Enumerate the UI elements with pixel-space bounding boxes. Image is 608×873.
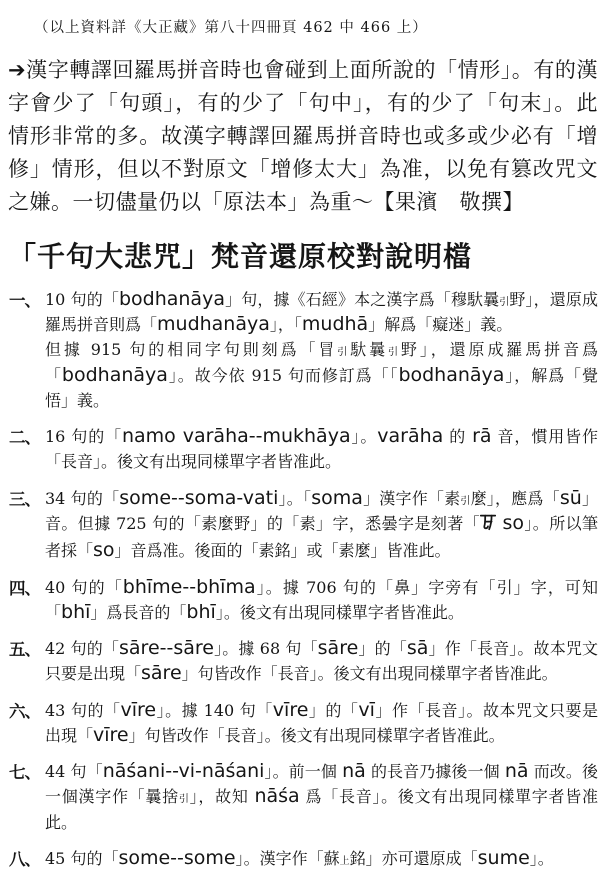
sanskrit-term: bhīme--bhīma <box>122 575 256 598</box>
sanskrit-term: mudhanāya <box>157 313 270 336</box>
text-run: 」作「長音」。故本咒文只要是出現「 <box>45 639 598 684</box>
text-run: 」。漢字作「蘇 <box>235 848 340 868</box>
siddham-so-glyph <box>480 513 496 538</box>
arrow-icon: ➔ <box>8 58 27 82</box>
sanskrit-term: vīre <box>272 698 309 721</box>
text-run: 16 句的「 <box>45 427 122 447</box>
text-run: 」作「長音」。故本咒文只要是出現「 <box>45 700 598 745</box>
text-run: 」。據 140 句「 <box>156 700 273 720</box>
sanskrit-term: vīre <box>93 723 129 746</box>
text-run: 」解爲「癡迷」義。 <box>368 315 513 335</box>
text-run: 」。據 68 句「 <box>213 639 318 659</box>
item-number: 三、 <box>9 489 40 509</box>
sanskrit-term: sū <box>559 486 582 509</box>
text-run: 而改。後一個漢字作「曩捨 <box>45 762 598 807</box>
text-run: 」。後文有出現同樣單字者皆准此。 <box>215 602 464 622</box>
sanskrit-term: sāre <box>141 662 182 685</box>
text-run: 44 句「 <box>45 762 103 782</box>
text-run: 」的「 <box>358 639 407 659</box>
text-run: 」，解爲「覺悟」義。 <box>45 365 598 410</box>
text-run: 」。據 706 句的「鼻」字旁有「引」字，可知「 <box>45 577 598 622</box>
sanskrit-term: some--soma-vati <box>119 486 279 509</box>
sanskrit-term: sume <box>477 846 530 869</box>
sanskrit-term: nāśani--vi-nāśani <box>102 760 265 783</box>
sanskrit-term: rā <box>472 425 492 448</box>
sanskrit-term: sā <box>406 637 429 660</box>
intro-text: 漢字轉譯回羅馬拼音時也會碰到上面所說的「情形」。有的漢字會少了「句頭」，有的少了「句中」，有的少了「句末」。此情形非常的多。故漢字轉譯回羅馬拼音時也或多或少必有「增修」情形，但以不對原文「增修太大」為准，以免有篡改咒文之嫌。一切儘量仍以「原法本」為重～【果濱 敬撰】 <box>8 58 598 214</box>
text-run: 10 句的「 <box>45 289 119 309</box>
sanskrit-term: bhī <box>61 600 91 623</box>
text-run: 」。所以筆者採「 <box>45 513 598 561</box>
sanskrit-term: so <box>93 539 115 562</box>
item-text <box>45 698 598 746</box>
list-item <box>8 424 598 475</box>
sanskrit-term: nā <box>342 760 366 783</box>
text-run: 但據 915 句的相同字句則刻爲「冒 <box>45 340 338 360</box>
item-text <box>45 575 598 623</box>
source-reference-note: （以上資料詳《大正藏》第八十四冊頁 462 中 466 上） <box>34 20 428 36</box>
text-run: 音，慣用皆作「長音」。後文有出現同樣單字者皆准此。 <box>45 427 598 472</box>
item-text <box>45 287 598 410</box>
text-run: 的 <box>443 427 473 447</box>
text-run: 」的「 <box>308 700 359 720</box>
sanskrit-term: some--some <box>118 846 236 869</box>
sanskrit-term: vīre <box>120 698 157 721</box>
list-item <box>8 287 598 413</box>
text-run: 」。前一個 <box>264 762 343 782</box>
sanskrit-term: soma <box>311 486 363 509</box>
item-number: 五、 <box>9 640 40 660</box>
text-run: 42 句的「 <box>45 639 120 659</box>
sanskrit-term: bodhanāya <box>61 363 168 386</box>
sanskrit-term: so <box>496 511 524 534</box>
text-run: 」漢字作「素 <box>362 488 461 508</box>
text-run: 引 <box>178 794 190 806</box>
sanskrit-term: varāha <box>377 425 444 448</box>
text-run: 」。 <box>529 848 554 868</box>
text-run: 」。故今依 915 句而修訂爲「「 <box>167 365 399 385</box>
item-number: 八、 <box>9 849 40 869</box>
list-item <box>8 846 598 871</box>
text-run: 引 <box>388 347 401 359</box>
text-run: 40 句的「 <box>45 577 123 597</box>
sanskrit-term: bhī <box>186 600 216 623</box>
text-run: 」音爲准。後面的「素銘」或「素麼」皆准此。 <box>114 541 451 561</box>
sanskrit-term: bodhanāya <box>398 363 505 386</box>
item-text <box>45 427 598 471</box>
item-number: 六、 <box>9 701 40 721</box>
text-run: 銘」亦可還原成「 <box>349 848 478 868</box>
list-item <box>8 636 598 687</box>
text-run: 引 <box>337 347 351 359</box>
item-text <box>45 486 598 562</box>
sanskrit-term: nāśa <box>254 785 300 808</box>
sanskrit-term: namo varāha--mukhāya <box>121 425 351 448</box>
text-run: 」。 <box>350 427 378 447</box>
text-run: 」音。但據 725 句的「素麼野」的「素」字，悉曇字是刻著「 <box>45 488 598 533</box>
text-run: 」句皆改作「長音」。後文有出現同樣單字者皆准此。 <box>181 664 558 684</box>
item-number: 二、 <box>9 428 40 448</box>
text-run: 的長音乃據後一個 <box>365 762 505 782</box>
sanskrit-term: vī <box>358 698 375 721</box>
text-run: 」，故知 <box>189 787 255 807</box>
list-item <box>8 759 598 835</box>
text-run: 引 <box>499 296 510 308</box>
sanskrit-term: mudhā <box>301 313 369 336</box>
text-run: 」爲長音的「 <box>90 602 187 622</box>
list-item <box>8 486 598 564</box>
text-run: 」句皆改作「長音」。後文有出現同樣單字者皆准此。 <box>128 725 505 745</box>
sanskrit-term: bodhanāya <box>118 287 225 310</box>
text-run: 上 <box>339 855 350 867</box>
text-run: 」。「 <box>278 488 312 508</box>
text-run: 」句，據《石經》本之漢字爲「穆馱曩 <box>224 289 500 309</box>
intro-paragraph <box>8 54 598 219</box>
list-item <box>8 698 598 749</box>
text-run: 麼」，應爲「 <box>470 488 560 508</box>
text-run: 34 句的「 <box>45 488 120 508</box>
text-run: 45 句的「 <box>45 848 119 868</box>
text-run: 43 句的「 <box>45 700 121 720</box>
text-run: 」，「 <box>269 315 302 335</box>
text-run: 野」，還原成羅馬拼音則爲「 <box>45 289 598 335</box>
item-text <box>45 639 598 683</box>
notes-list <box>8 287 598 871</box>
item-text <box>45 846 554 869</box>
sanskrit-term: sāre <box>317 637 359 660</box>
text-run: 野」，還原成羅馬拼音爲「 <box>45 340 598 385</box>
item-number: 一、 <box>9 290 40 310</box>
sanskrit-term: nā <box>504 760 529 783</box>
sanskrit-term: sāre--sāre <box>119 637 214 660</box>
page-title: 「千句大悲咒」梵音還原校對說明檔 <box>8 239 473 273</box>
text-run: 引 <box>460 495 471 507</box>
text-run: 爲「長音」。後文有出現同樣單字者皆准此。 <box>45 787 599 832</box>
item-text <box>45 762 598 832</box>
list-item <box>8 575 598 626</box>
item-number: 七、 <box>9 763 40 783</box>
item-number: 四、 <box>9 578 40 598</box>
text-run: 馱曩 <box>350 340 389 360</box>
